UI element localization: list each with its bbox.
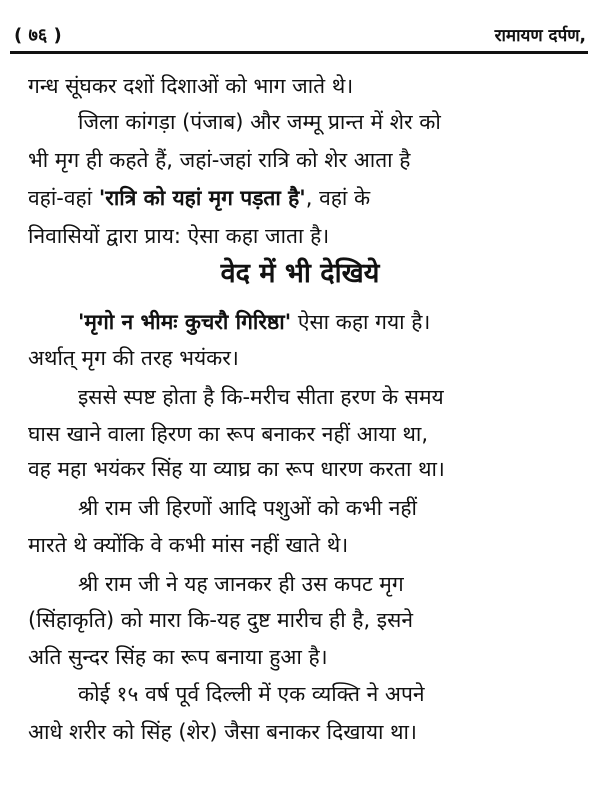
text-line: श्री राम जी हिरणों आदि पशुओं को कभी नहीं <box>78 496 417 520</box>
text-line: इससे स्पष्ट होता है कि-मरीच सीता हरण के समय <box>78 385 444 409</box>
text-line: आधे शरीर को सिंह (शेर) जैसा बनाकर दिखाया था। <box>28 720 417 744</box>
text-line-mixed <box>78 308 590 348</box>
text-line: वह महा भयंकर सिंह या व्याघ्र का रूप धारण करता था। <box>28 457 445 481</box>
text-line: अर्थात् मृग की तरह भयंकर। <box>28 346 239 370</box>
page-header <box>10 27 588 54</box>
text-line: घास खाने वाला हिरण का रूप बनाकर नहीं आया था, <box>28 422 429 446</box>
text-line: कोई १५ वर्ष पूर्व दिल्ली में एक व्यक्ति ने अपने <box>78 682 425 706</box>
text-span: , वहां के <box>305 186 371 210</box>
text-line-mixed <box>28 184 590 224</box>
book-title: रामायण दर्पण, <box>494 26 586 46</box>
bold-quote: 'रात्रि को यहां मृग पड़ता है' <box>98 186 306 210</box>
vedic-quote: 'मृगो न भीमः कुचरौ गिरिष्ठा' <box>78 310 292 334</box>
text-line: मारते थे क्योंकि वे कभी मांस नहीं खाते थे। <box>28 533 349 557</box>
text-line: गन्ध सूंघकर दशों दिशाओं को भाग जाते थे। <box>28 74 354 98</box>
text-line: जिला कांगड़ा (पंजाब) और जम्मू प्रान्त में शेर को <box>78 110 441 134</box>
text-line: श्री राम जी ने यह जानकर ही उस कपट मृग <box>78 572 404 596</box>
page-number: ( ७६ ) <box>14 25 62 46</box>
section-heading: वेद में भी देखिये <box>220 258 380 289</box>
text-line: भी मृग ही कहते हैं, जहां-जहां रात्रि को शेर आता है <box>28 148 411 172</box>
text-line: (सिंहाकृति) को मारा कि-यह दुष्ट मारीच ही है, इसने <box>28 608 413 632</box>
text-span: ऐसा कहा गया है। <box>291 310 431 334</box>
text-span: वहां-वहां <box>28 186 93 210</box>
text-line: अति सुन्दर सिंह का रूप बनाया हुआ है। <box>28 645 328 669</box>
text-line: निवासियों द्वारा प्राय: ऐसा कहा जाता है। <box>28 224 330 248</box>
